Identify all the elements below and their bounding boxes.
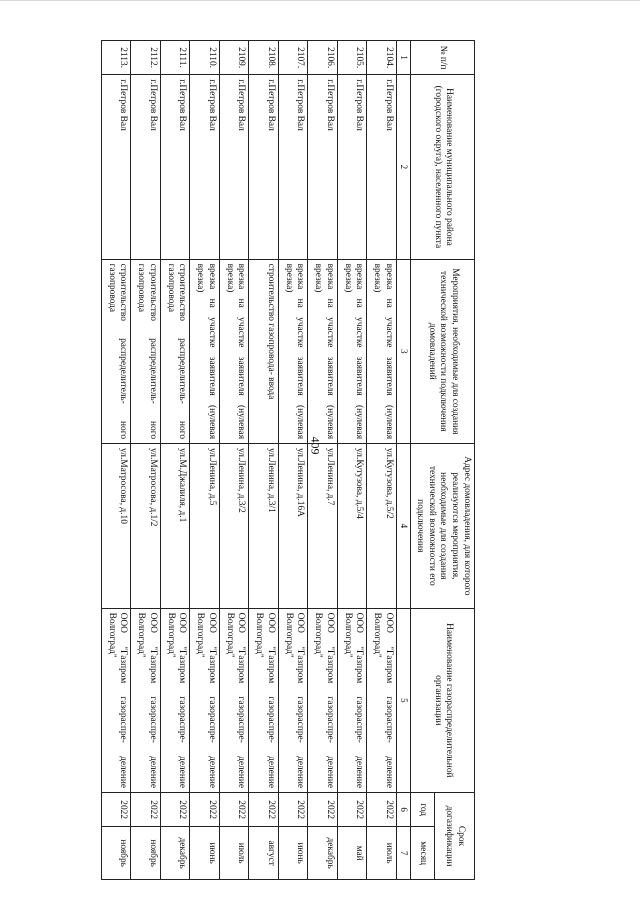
- row-year: 2022: [367, 793, 397, 827]
- row-month: июнь: [279, 827, 309, 880]
- table-row: [308, 41, 338, 880]
- table-row: [249, 41, 279, 880]
- row-area: г.Петров Вал: [279, 75, 309, 259]
- row-area: г.Петров Вал: [249, 75, 279, 259]
- gasification-table: [101, 40, 475, 880]
- table-row: [220, 41, 250, 880]
- column-number: 3: [397, 259, 411, 443]
- row-month: ноябрь: [131, 827, 161, 880]
- row-org: ООО "Газпром газораспре- деление Волгоград": [249, 608, 279, 792]
- row-org: ООО "Газпром газораспре- деление Волгоград": [190, 608, 220, 792]
- column-number: 2: [397, 75, 411, 259]
- row-org: ООО "Газпром газораспре- деление Волгоград": [279, 608, 309, 792]
- table-row: [102, 41, 132, 880]
- table-row: [279, 41, 309, 880]
- document-stage: [85, 40, 475, 880]
- row-number: 2106.: [308, 41, 338, 75]
- row-measure: строительство распределитель- ного газопровода: [102, 259, 132, 443]
- header-measures: Мероприятия, необходимые для создания технической возможности подключения домовладений: [411, 259, 475, 443]
- column-number: 4: [397, 444, 411, 609]
- row-month: июль: [220, 827, 250, 880]
- column-number: 1: [397, 41, 411, 75]
- top-border-line: [0, 0, 640, 1]
- row-area: г.Петров Вал: [131, 75, 161, 259]
- row-year: 2022: [131, 793, 161, 827]
- row-measure: врезка на участке заявителя (нулевая врезка): [220, 259, 250, 443]
- column-number: 6: [397, 793, 411, 827]
- row-number: 2105.: [338, 41, 368, 75]
- row-org: ООО "Газпром газораспре- деление Волгоград": [161, 608, 191, 792]
- table-body: [102, 41, 397, 880]
- row-year: 2022: [338, 793, 368, 827]
- row-area: г.Петров Вал: [338, 75, 368, 259]
- row-area: г.Петров Вал: [308, 75, 338, 259]
- row-number: 2109.: [220, 41, 250, 75]
- row-year: 2022: [279, 793, 309, 827]
- table-row: [190, 41, 220, 880]
- row-measure: врезка на участке заявителя (нулевая врезка): [308, 259, 338, 443]
- row-area: г.Петров Вал: [220, 75, 250, 259]
- row-year: 2022: [161, 793, 191, 827]
- column-number: 7: [397, 827, 411, 880]
- table-row: [161, 41, 191, 880]
- row-org: ООО "Газпром газораспре- деление Волгоград": [367, 608, 397, 792]
- row-measure: строительство распределитель- ного газопровода: [131, 259, 161, 443]
- row-number: 2104.: [367, 41, 397, 75]
- row-org: ООО "Газпром газораспре- деление Волгоград": [102, 608, 132, 792]
- row-address: ул.Ленина, д.3/1: [249, 444, 279, 609]
- row-month: ноябрь: [102, 827, 132, 880]
- row-area: г.Петров Вал: [102, 75, 132, 259]
- row-address: ул.Ленина, д.16А: [279, 444, 309, 609]
- row-measure: врезка на участке заявителя (нулевая врезка): [338, 259, 368, 443]
- row-number: 2108.: [249, 41, 279, 75]
- row-org: ООО "Газпром газораспре- деление Волгоград": [131, 608, 161, 792]
- row-measure: врезка на участке заявителя (нулевая врезка): [367, 259, 397, 443]
- row-address: ул.Кутузова, д.5/4: [338, 444, 368, 609]
- row-address: ул.Матросова, д.10: [102, 444, 132, 609]
- table-row: [131, 41, 161, 880]
- row-area: г.Петров Вал: [190, 75, 220, 259]
- header-month: месяц: [411, 827, 435, 880]
- header-num: № п/п: [411, 41, 475, 75]
- row-month: июль: [367, 827, 397, 880]
- row-address: ул.Матросова, д.1/2: [131, 444, 161, 609]
- header-address: Адрес домовладения, для которого реализуются мероприятия, необходимые для создания технической возможности его подключения: [411, 444, 475, 609]
- table-row: [367, 41, 397, 880]
- row-measure: строительство газопровода- ввода: [249, 259, 279, 443]
- row-org: ООО "Газпром газораспре- деление Волгоград": [338, 608, 368, 792]
- row-measure: врезка на участке заявителя (нулевая врезка): [190, 259, 220, 443]
- row-address: ул.Ленина, д.5: [190, 444, 220, 609]
- row-month: август: [249, 827, 279, 880]
- row-area: г.Петров Вал: [367, 75, 397, 259]
- row-area: г.Петров Вал: [161, 75, 191, 259]
- row-address: ул.Ленина, д.3/2: [220, 444, 250, 609]
- row-month: июнь: [190, 827, 220, 880]
- row-measure: строительство распределитель- ного газопровода: [161, 259, 191, 443]
- row-address: ул.М.Джалиля, д.1: [161, 444, 191, 609]
- row-month: май: [338, 827, 368, 880]
- row-month: декабрь: [161, 827, 191, 880]
- page-number: 409: [308, 436, 323, 455]
- header-area: Наименование муниципального района (городского округа), населенного пункта: [411, 75, 475, 259]
- column-number-row: [397, 41, 411, 880]
- row-year: 2022: [102, 793, 132, 827]
- table-row: [338, 41, 368, 880]
- row-number: 2113.: [102, 41, 132, 75]
- table-header-row: [434, 41, 474, 880]
- row-year: 2022: [249, 793, 279, 827]
- row-year: 2022: [190, 793, 220, 827]
- header-year: год: [411, 793, 435, 827]
- row-number: 2111.: [161, 41, 191, 75]
- header-org: Наименование газораспределительной организации: [411, 608, 475, 792]
- row-address: ул.Ленина, д.7: [308, 444, 338, 609]
- row-measure: врезка на участке заявителя (нулевая врезка): [279, 259, 309, 443]
- rotated-table-container: [85, 40, 475, 880]
- row-year: 2022: [308, 793, 338, 827]
- row-number: 2112.: [131, 41, 161, 75]
- row-number: 2110.: [190, 41, 220, 75]
- row-org: ООО "Газпром газораспре- деление Волгоград": [220, 608, 250, 792]
- row-address: ул.Кутузова, д.5/2: [367, 444, 397, 609]
- row-number: 2107.: [279, 41, 309, 75]
- row-month: декабрь: [308, 827, 338, 880]
- header-term: Срок догазификации: [434, 793, 474, 880]
- column-number: 5: [397, 608, 411, 792]
- row-org: ООО "Газпром газораспре- деление Волгоград": [308, 608, 338, 792]
- row-year: 2022: [220, 793, 250, 827]
